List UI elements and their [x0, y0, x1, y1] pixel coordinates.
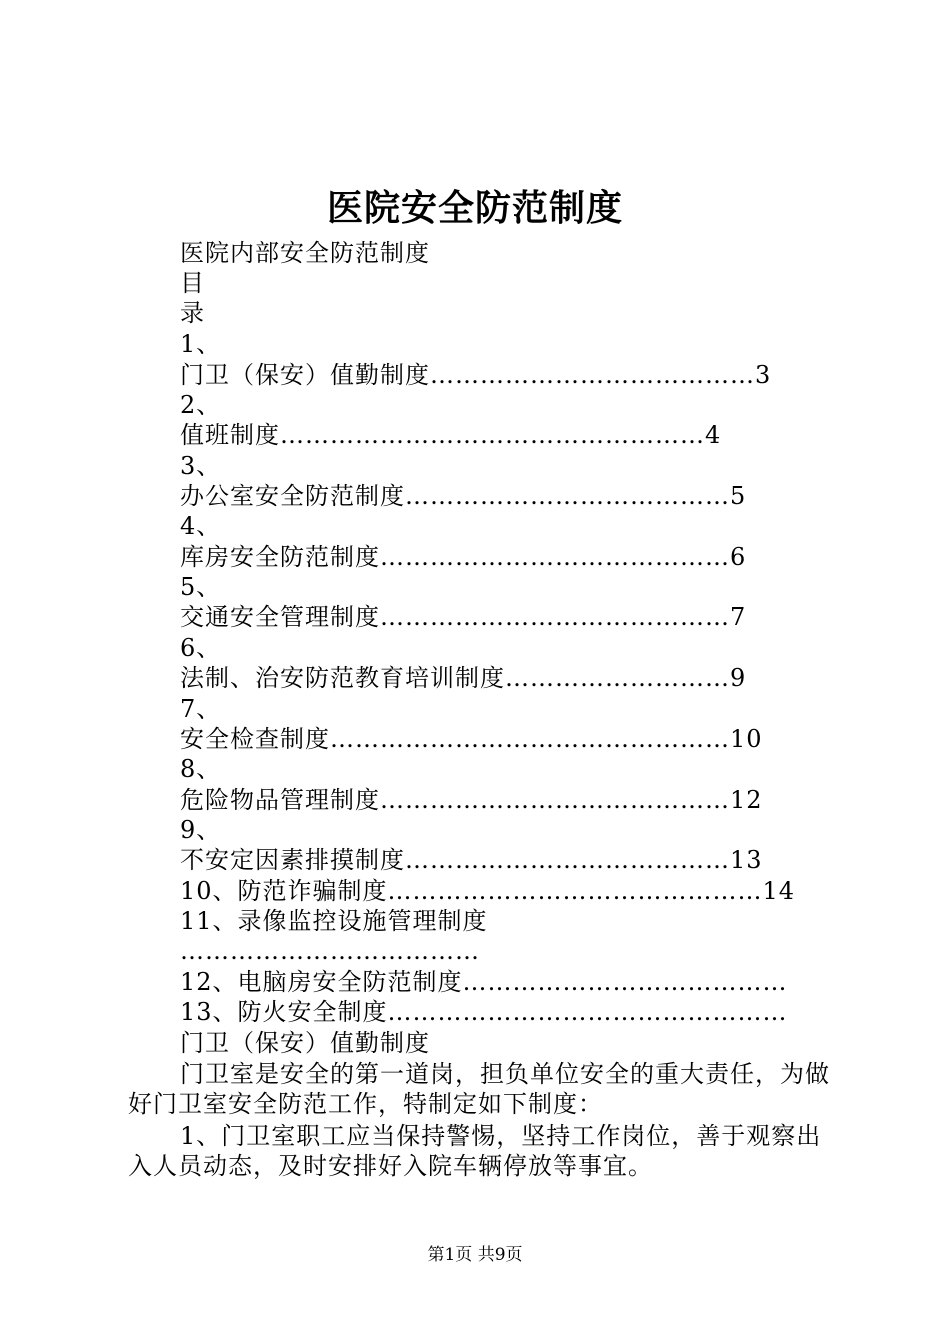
toc-line: 2、 [180, 391, 222, 419]
toc-label-lu: 录 [180, 299, 205, 327]
toc-line: 3、 [180, 452, 222, 480]
page-title: 医院安全防范制度 [326, 187, 623, 229]
page-footer: 第1页 共9页 [427, 1245, 523, 1265]
body-paragraph: 门卫室是安全的第一道岗，担负单位安全的重大责任，为做好门卫室安全防范工作，特制定如下制度： [128, 1060, 830, 1118]
toc-line: 1、 [180, 330, 222, 358]
toc-line: 6、 [180, 634, 222, 662]
toc-line: 10、防范诈骗制度………………………………………14 [180, 877, 796, 905]
toc-line: 值班制度……………………………………………4 [180, 421, 722, 449]
toc-line: 4、 [180, 512, 222, 540]
toc-line: 11、录像监控设施管理制度 [180, 907, 488, 935]
toc-line: 9、 [180, 816, 222, 844]
toc-line: 危险物品管理制度……………………………………12 [180, 786, 763, 814]
toc-line: 门卫（保安）值勤制度…………………………………3 [180, 361, 772, 389]
toc-label-mu: 目 [180, 269, 205, 297]
toc-line: 不安定因素排摸制度…………………………………13 [180, 846, 763, 874]
toc-line: 交通安全管理制度……………………………………7 [180, 603, 747, 631]
toc-line: ……………………………… [180, 937, 480, 965]
toc-line: 安全检查制度…………………………………………10 [180, 725, 763, 753]
toc-line: 库房安全防范制度……………………………………6 [180, 543, 747, 571]
toc-line: 法制、治安防范教育培训制度………………………9 [180, 664, 747, 692]
section-heading: 门卫（保安）值勤制度 [180, 1029, 430, 1057]
toc-line: 12、电脑房安全防范制度………………………………… [180, 968, 788, 996]
toc-line: 办公室安全防范制度…………………………………5 [180, 482, 747, 510]
document-subtitle: 医院内部安全防范制度 [180, 239, 430, 267]
body-paragraph: 1、门卫室职工应当保持警惕，坚持工作岗位，善于观察出入人员动态，及时安排好入院车辆停放等事宜。 [128, 1122, 822, 1180]
toc-line: 13、防火安全制度………………………………………… [180, 998, 788, 1026]
toc-line: 7、 [180, 695, 222, 723]
toc-line: 5、 [180, 573, 222, 601]
toc-line: 8、 [180, 755, 222, 783]
